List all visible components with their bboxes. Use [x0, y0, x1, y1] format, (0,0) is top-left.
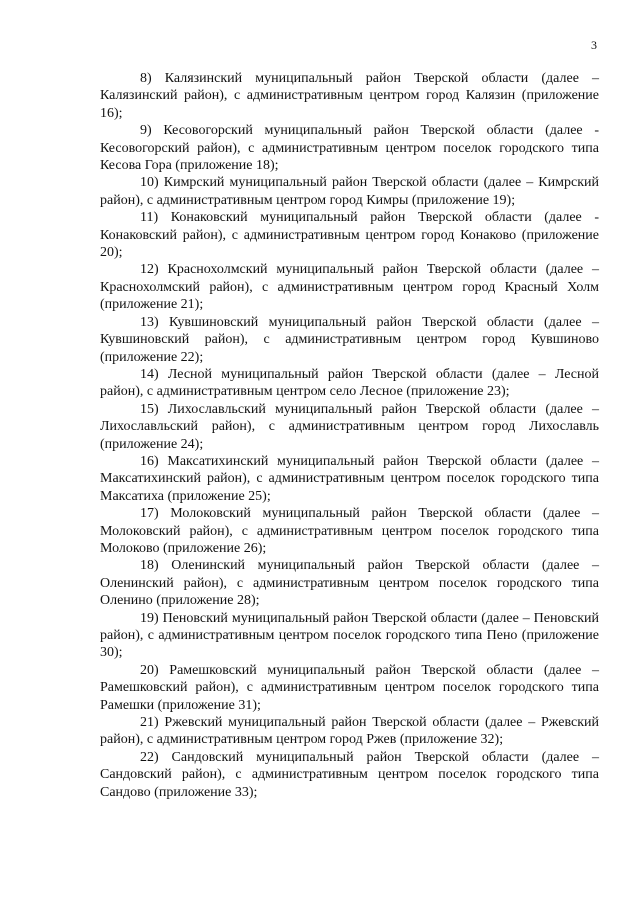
list-item: 16) Максатихинский муниципальный район Тверской области (далее – Максатихинский район), с административным центром поселок городского типа Максатиха (приложение 25); — [100, 453, 599, 504]
page-number: 3 — [591, 38, 597, 52]
list-item: 10) Кимрский муниципальный район Тверской области (далее – Кимрский район), с административным центром город Кимры (приложение 19); — [100, 175, 599, 208]
list-item: 20) Рамешковский муниципальный район Тверской области (далее – Рамешковский район), с административным центром поселок городского типа Рамешки (приложение 31); — [100, 662, 599, 713]
list-item: 8) Калязинский муниципальный район Тверской области (далее – Калязинский район), с административным центром город Калязин (приложение 16); — [100, 71, 599, 121]
list-item: 18) Оленинский муниципальный район Тверской области (далее – Оленинский район), с административным центром поселок городского типа Оленино (приложение 28); — [100, 558, 599, 609]
list-item: 13) Кувшиновский муниципальный район Тверской области (далее – Кувшиновский район), с административным центром город Кувшиново (приложение 22); — [100, 314, 599, 365]
list-item: 9) Кесовогорский муниципальный район Тверской области (далее - Кесовогорский район), с административным центром поселок городского типа Кесова Гора (приложение 18); — [100, 123, 599, 174]
list-item: 11) Конаковский муниципальный район Тверской области (далее - Конаковский район), с административным центром город Конаково (приложение 20); — [100, 210, 599, 261]
list-item: 21) Ржевский муниципальный район Тверской области (далее – Ржевский район), с административным центром город Ржев (приложение 32); — [100, 715, 599, 748]
list-item: 12) Краснохолмский муниципальный район Тверской области (далее – Краснохолмский район), с административным центром город Красный Холм (приложение 21); — [100, 262, 599, 313]
list-item: 19) Пеновский муниципальный район Тверской области (далее – Пеновский район), с административным центром поселок городского типа Пено (приложение 30); — [100, 610, 599, 661]
list-item: 22) Сандовский муниципальный район Тверской области (далее – Сандовский район), с административным центром поселок городского типа Сандово (приложение 33); — [100, 749, 599, 800]
list-item: 15) Лихославльский муниципальный район Тверской области (далее – Лихославльский район), с административным центром город Лихославль (приложение 24); — [100, 401, 599, 452]
list-item: 14) Лесной муниципальный район Тверской области (далее – Лесной район), с административным центром село Лесное (приложение 23); — [100, 366, 599, 400]
list-item: 17) Молоковский муниципальный район Тверской области (далее – Молоковский район), с административным центром поселок городского типа Молоково (приложение 26); — [100, 506, 599, 556]
document-body — [100, 70, 599, 801]
